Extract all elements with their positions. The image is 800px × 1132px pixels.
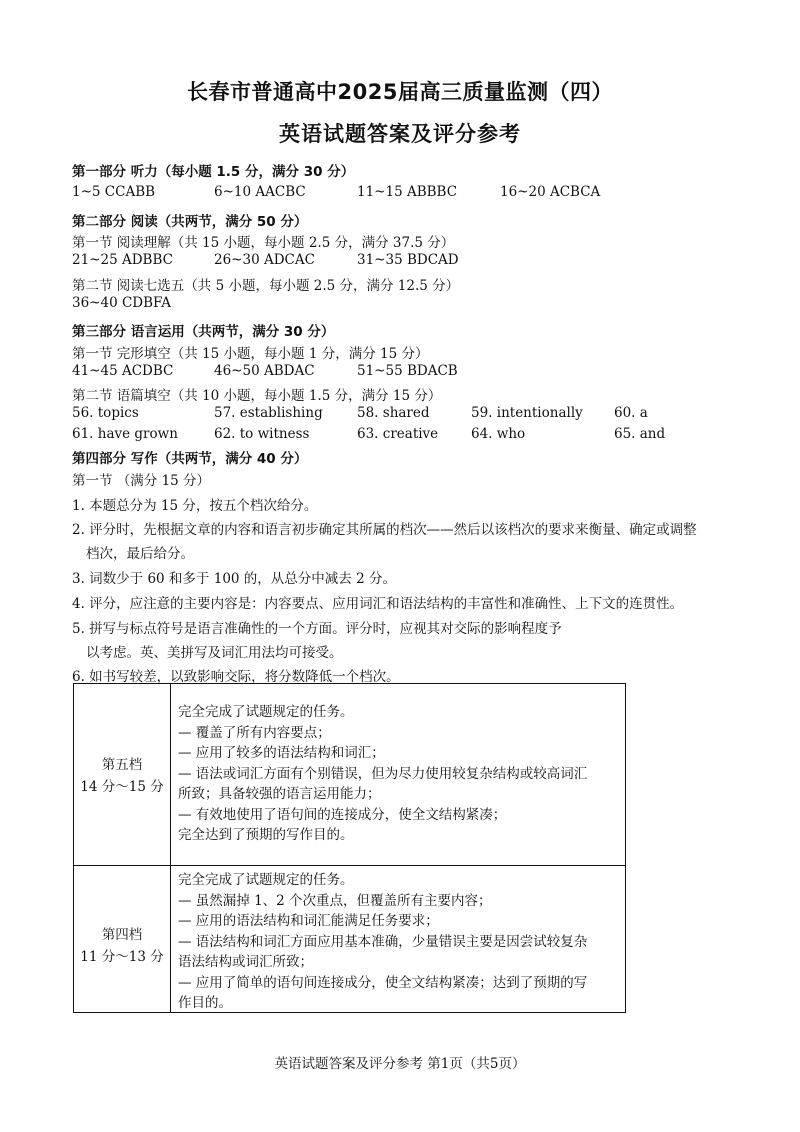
fill-answer: 56. topics (72, 405, 139, 421)
criteria-line: — 语法结构和词汇方面应用基本准确，少量错误主要是因尝试较复杂 (178, 933, 588, 950)
part2-heading: 第二部分 阅读（共两节，满分 50 分） (72, 214, 308, 230)
fill-answer: 63. creative (357, 426, 439, 442)
criteria-line: 所致；具备较强的语言运用能力； (178, 786, 381, 802)
level-description (178, 870, 618, 1014)
criteria-line: 完全达到了预期的写作目的。 (178, 827, 354, 843)
answer-group: 41~45 ACDBC (72, 363, 174, 379)
criteria-line: — 应用的语法结构和词汇能满足任务要求； (178, 913, 439, 929)
criteria-line: — 应用了简单的语句间连接成分，使全文结构紧凑；达到了预期的写 (178, 974, 588, 991)
fill-answer: 60. a (614, 405, 648, 421)
criteria-line: 完全完成了试题规定的任务。 (178, 704, 354, 720)
fill-answer: 62. to witness (214, 426, 310, 442)
fill-answer: 57. establishing (214, 405, 323, 421)
fill-answer: 65. and (614, 426, 666, 442)
scoring-rule: 4. 评分，应注意的主要内容是：内容要点、应用词汇和语法结构的丰富性和准确性、上下文的连贯性。 (72, 596, 684, 612)
part2-section2-heading: 第二节 阅读七选五（共 5 小题，每小题 2.5 分，满分 12.5 分） (72, 278, 460, 294)
answer-group: 46~50 ABDAC (214, 363, 315, 379)
criteria-line: — 有效地使用了语句间的连接成分，使全文结构紧凑； (178, 806, 507, 823)
part2-section1-heading: 第一节 阅读理解（共 15 小题，每小题 2.5 分，满分 37.5 分） (72, 235, 455, 251)
answer-group: 1~5 CCABB (72, 184, 156, 200)
part4-heading: 第四部分 写作（共两节，满分 40 分） (72, 451, 308, 467)
scoring-rule: 以考虑。英、美拼写及词汇用法均可接受。 (86, 645, 343, 661)
answer-group: 26~30 ADCAC (214, 252, 315, 268)
level-score: 14 分～15 分 (80, 779, 164, 795)
answer-group: 16~20 ACBCA (500, 184, 601, 200)
scoring-rule: 1. 本题总分为 15 分，按五个档次给分。 (72, 498, 318, 514)
page-subtitle: 英语试题答案及评分参考 (279, 122, 521, 146)
fill-answer: 61. have grown (72, 426, 178, 442)
criteria-line: — 虽然漏掉 1、2 个次重点，但覆盖所有主要内容； (178, 892, 492, 909)
page-title: 长春市普通高中2025届高三质量监测（四） (187, 80, 613, 104)
level-name: 第五档 (101, 757, 143, 773)
grading-table (73, 683, 626, 1013)
criteria-line: 作目的。 (178, 995, 232, 1011)
answer-group: 51~55 BDACB (357, 363, 458, 379)
level-cell (74, 754, 170, 798)
scoring-rule: 5. 拼写与标点符号是语言准确性的一个方面。评分时，应视其对交际的影响程度予 (72, 621, 562, 637)
level-score: 11 分～13 分 (80, 949, 164, 965)
level-cell (74, 924, 170, 968)
criteria-line: 语法结构或词汇所致； (178, 954, 313, 970)
scoring-rule: 6. 如书写较差，以致影响交际，将分数降低一个档次。 (72, 669, 400, 685)
scoring-rule: 档次，最后给分。 (86, 546, 194, 562)
part4-section1-heading: 第一节 （满分 15 分） (72, 473, 211, 489)
level-description (178, 702, 618, 846)
page-footer: 英语试题答案及评分参考 第1页（共5页） (274, 1056, 526, 1072)
criteria-line: — 语法或词汇方面有个别错误，但为尽力使用较复杂结构或较高词汇 (178, 765, 588, 782)
answer-group: 6~10 AACBC (214, 184, 306, 200)
fill-answer: 64. who (471, 426, 526, 442)
criteria-line: — 覆盖了所有内容要点； (178, 724, 331, 741)
scoring-rule: 3. 词数少于 60 和多于 100 的，从总分中减去 2 分。 (72, 571, 396, 587)
part3-heading: 第三部分 语言运用（共两节，满分 30 分） (72, 324, 335, 340)
level-name: 第四档 (101, 927, 143, 943)
fill-answer: 59. intentionally (471, 405, 583, 421)
part1-heading: 第一部分 听力（每小题 1.5 分，满分 30 分） (72, 164, 355, 180)
scoring-rule: 2. 评分时，先根据文章的内容和语言初步确定其所属的档次——然后以该档次的要求来衡量、确定或调整 (72, 522, 697, 538)
table-divider (170, 684, 171, 1012)
criteria-line: — 应用了较多的语法结构和词汇； (178, 745, 385, 761)
part3-section1-heading: 第一节 完形填空（共 15 小题，每小题 1 分，满分 15 分） (72, 346, 429, 362)
table-divider (74, 865, 625, 866)
answer-group: 31~35 BDCAD (357, 252, 459, 268)
answer-group: 21~25 ADBBC (72, 252, 173, 268)
answer-group: 11~15 ABBBC (357, 184, 458, 200)
criteria-line: 完全完成了试题规定的任务。 (178, 872, 354, 888)
part3-section2-heading: 第二节 语篇填空（共 10 小题，每小题 1.5 分，满分 15 分） (72, 388, 442, 404)
answer-group: 36~40 CDBFA (72, 295, 171, 311)
fill-answer: 58. shared (357, 405, 430, 421)
